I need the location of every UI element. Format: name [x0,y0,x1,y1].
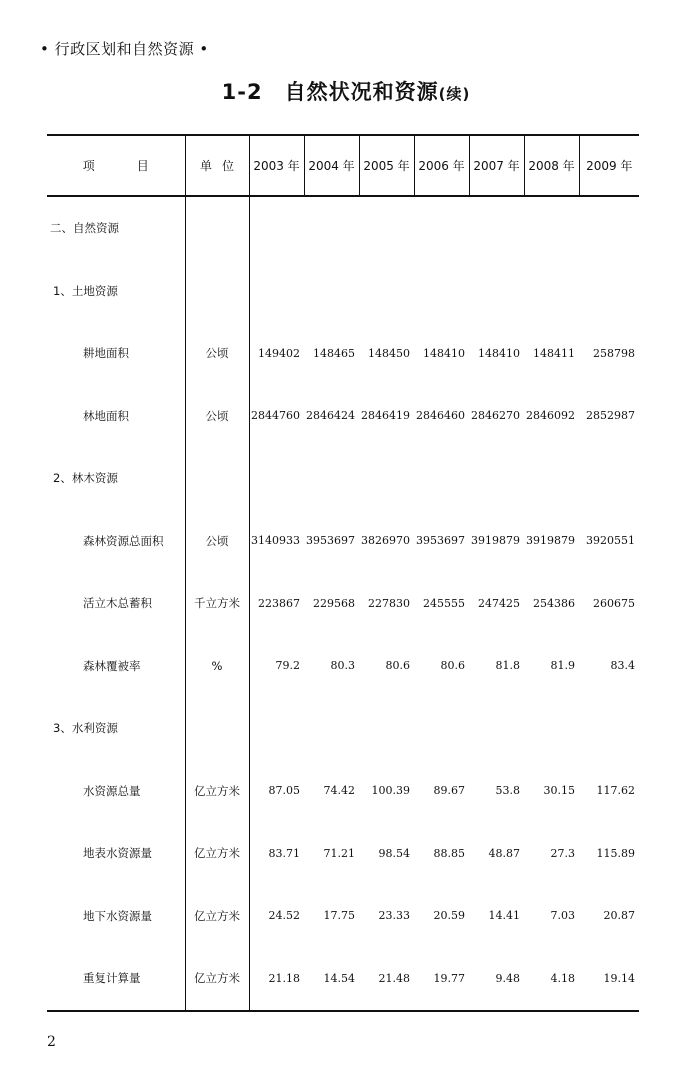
row-label: 林地面积 [83,408,129,423]
cell-value: 71.21 [323,846,355,860]
cell-value: 4.18 [524,947,579,1011]
cell-value: 117.62 [596,784,635,798]
table-row [47,196,639,260]
cell-value: 19.14 [579,947,639,1011]
row-unit: 亿立方米 [185,760,249,823]
cell-value: 3919879 [471,534,520,548]
header-item-char-2: 目 [136,159,149,173]
cell-value: 98.54 [378,846,410,860]
row-label: 1、土地资源 [53,283,118,298]
row-unit: 公顷 [185,385,249,448]
row-unit [185,447,249,510]
cell-value: 7.03 [550,909,575,923]
row-label: 地下水资源量 [83,908,152,923]
cell-value [469,260,524,323]
continued-label: (续) [438,85,471,103]
cell-value [524,697,579,760]
cell-value [304,260,359,323]
cell-value [579,260,639,323]
row-label: 3、水利资源 [53,721,118,736]
column-header-year: 2007 年 [469,135,524,196]
statistics-table [47,134,639,1012]
row-label: 重复计算量 [47,947,185,1011]
cell-value: 74.42 [323,784,355,798]
running-head: • 行政区划和自然资源 • [40,40,209,58]
table-row [47,947,639,1011]
cell-value: 2846092 [526,409,575,423]
statistics-table-container [47,134,639,1012]
cell-value [359,196,414,260]
cell-value [414,447,469,510]
table-row [47,322,639,385]
cell-value [414,260,469,323]
cell-value: 3919879 [526,534,575,548]
cell-value: 80.6 [385,659,410,673]
table-row [47,260,639,323]
column-header-year: 2008 年 [524,135,579,196]
table-row [47,697,639,760]
cell-value: 2846424 [306,409,355,423]
row-unit: % [185,635,249,698]
cell-value [249,447,304,510]
cell-value: 227830 [368,596,410,610]
cell-value: 149402 [258,346,300,360]
cell-value [359,260,414,323]
cell-value: 80.6 [440,659,465,673]
cell-value: 23.33 [378,909,410,923]
row-label: 地表水资源量 [83,846,152,861]
cell-value [414,196,469,260]
cell-value [469,697,524,760]
header-unit-char-2: 位 [222,159,235,173]
cell-value [524,260,579,323]
cell-value: 148450 [368,346,410,360]
table-row [47,822,639,885]
column-header-year: 2004 年 [304,135,359,196]
column-header-year: 2005 年 [359,135,414,196]
cell-value: 2846460 [416,409,465,423]
cell-value: 83.4 [610,659,635,673]
row-unit [185,196,249,260]
row-unit: 公顷 [185,510,249,573]
row-label: 耕地面积 [83,346,129,361]
cell-value: 2852987 [586,409,635,423]
table-row [47,385,639,448]
cell-value [579,196,639,260]
cell-value: 17.75 [323,909,355,923]
row-unit: 亿立方米 [185,822,249,885]
cell-value [469,196,524,260]
cell-value: 53.8 [495,784,520,798]
cell-value: 27.3 [550,846,575,860]
cell-value: 223867 [258,596,300,610]
cell-value: 3826970 [361,534,410,548]
cell-value: 229568 [313,596,355,610]
table-row [47,635,639,698]
cell-value: 48.87 [488,846,520,860]
table-title-text: 自然状况和资源 [284,80,439,104]
cell-value: 20.59 [433,909,465,923]
cell-value: 79.2 [275,659,300,673]
cell-value: 3953697 [306,534,355,548]
cell-value: 100.39 [371,784,410,798]
table-row [47,510,639,573]
row-unit: 公顷 [185,322,249,385]
row-label: 森林覆被率 [83,658,141,673]
cell-value: 148410 [423,346,465,360]
page-number: 2 [47,1034,56,1050]
cell-value [524,196,579,260]
row-unit: 亿立方米 [185,885,249,948]
cell-value: 21.48 [359,947,414,1011]
cell-value: 24.52 [268,909,300,923]
cell-value [304,697,359,760]
cell-value: 3953697 [416,534,465,548]
row-unit [185,697,249,760]
cell-value: 14.41 [488,909,520,923]
cell-value: 247425 [478,596,520,610]
row-label: 活立木总蓄积 [83,596,152,611]
cell-value: 148411 [533,346,575,360]
cell-value [249,196,304,260]
cell-value [304,447,359,510]
cell-value: 19.77 [414,947,469,1011]
row-unit: 亿立方米 [185,947,249,1011]
cell-value: 88.85 [433,846,465,860]
cell-value: 2846270 [471,409,520,423]
cell-value: 2844760 [251,409,300,423]
cell-value [469,447,524,510]
cell-value: 148465 [313,346,355,360]
cell-value [304,196,359,260]
cell-value [579,697,639,760]
cell-value: 87.05 [268,784,300,798]
cell-value: 245555 [423,596,465,610]
table-row [47,885,639,948]
cell-value: 115.89 [596,846,635,860]
cell-value: 14.54 [304,947,359,1011]
cell-value: 81.8 [495,659,520,673]
row-label: 森林资源总面积 [83,533,164,548]
cell-value [249,260,304,323]
column-header-year: 2006 年 [414,135,469,196]
cell-value [579,447,639,510]
row-unit: 千立方米 [185,572,249,635]
cell-value: 30.15 [543,784,575,798]
table-row [47,447,639,510]
column-header-year: 2003 年 [249,135,304,196]
cell-value: 9.48 [469,947,524,1011]
cell-value [414,697,469,760]
row-unit [185,260,249,323]
column-header-item [47,135,185,196]
table-title [0,76,692,106]
cell-value: 89.67 [433,784,465,798]
cell-value: 258798 [593,346,635,360]
row-label: 2、林木资源 [53,471,118,486]
cell-value: 83.71 [268,846,300,860]
cell-value: 260675 [593,596,635,610]
header-item-char-1: 项 [82,159,95,173]
cell-value [359,697,414,760]
cell-value: 3920551 [586,534,635,548]
cell-value: 21.18 [249,947,304,1011]
row-label: 水资源总量 [83,783,141,798]
cell-value [359,447,414,510]
cell-value: 3140933 [251,534,300,548]
table-header-row [47,135,639,196]
column-header-unit [185,135,249,196]
cell-value: 20.87 [603,909,635,923]
table-row [47,760,639,823]
row-label: 二、自然资源 [50,221,119,236]
cell-value [249,697,304,760]
column-header-year: 2009 年 [579,135,639,196]
cell-value: 148410 [478,346,520,360]
table-row [47,572,639,635]
cell-value: 2846419 [361,409,410,423]
header-unit-char-1: 单 [199,159,212,173]
cell-value: 81.9 [550,659,575,673]
cell-value [524,447,579,510]
table-body [47,196,639,1011]
cell-value: 80.3 [330,659,355,673]
cell-value: 254386 [533,596,575,610]
table-number: 1-2 [221,80,263,104]
